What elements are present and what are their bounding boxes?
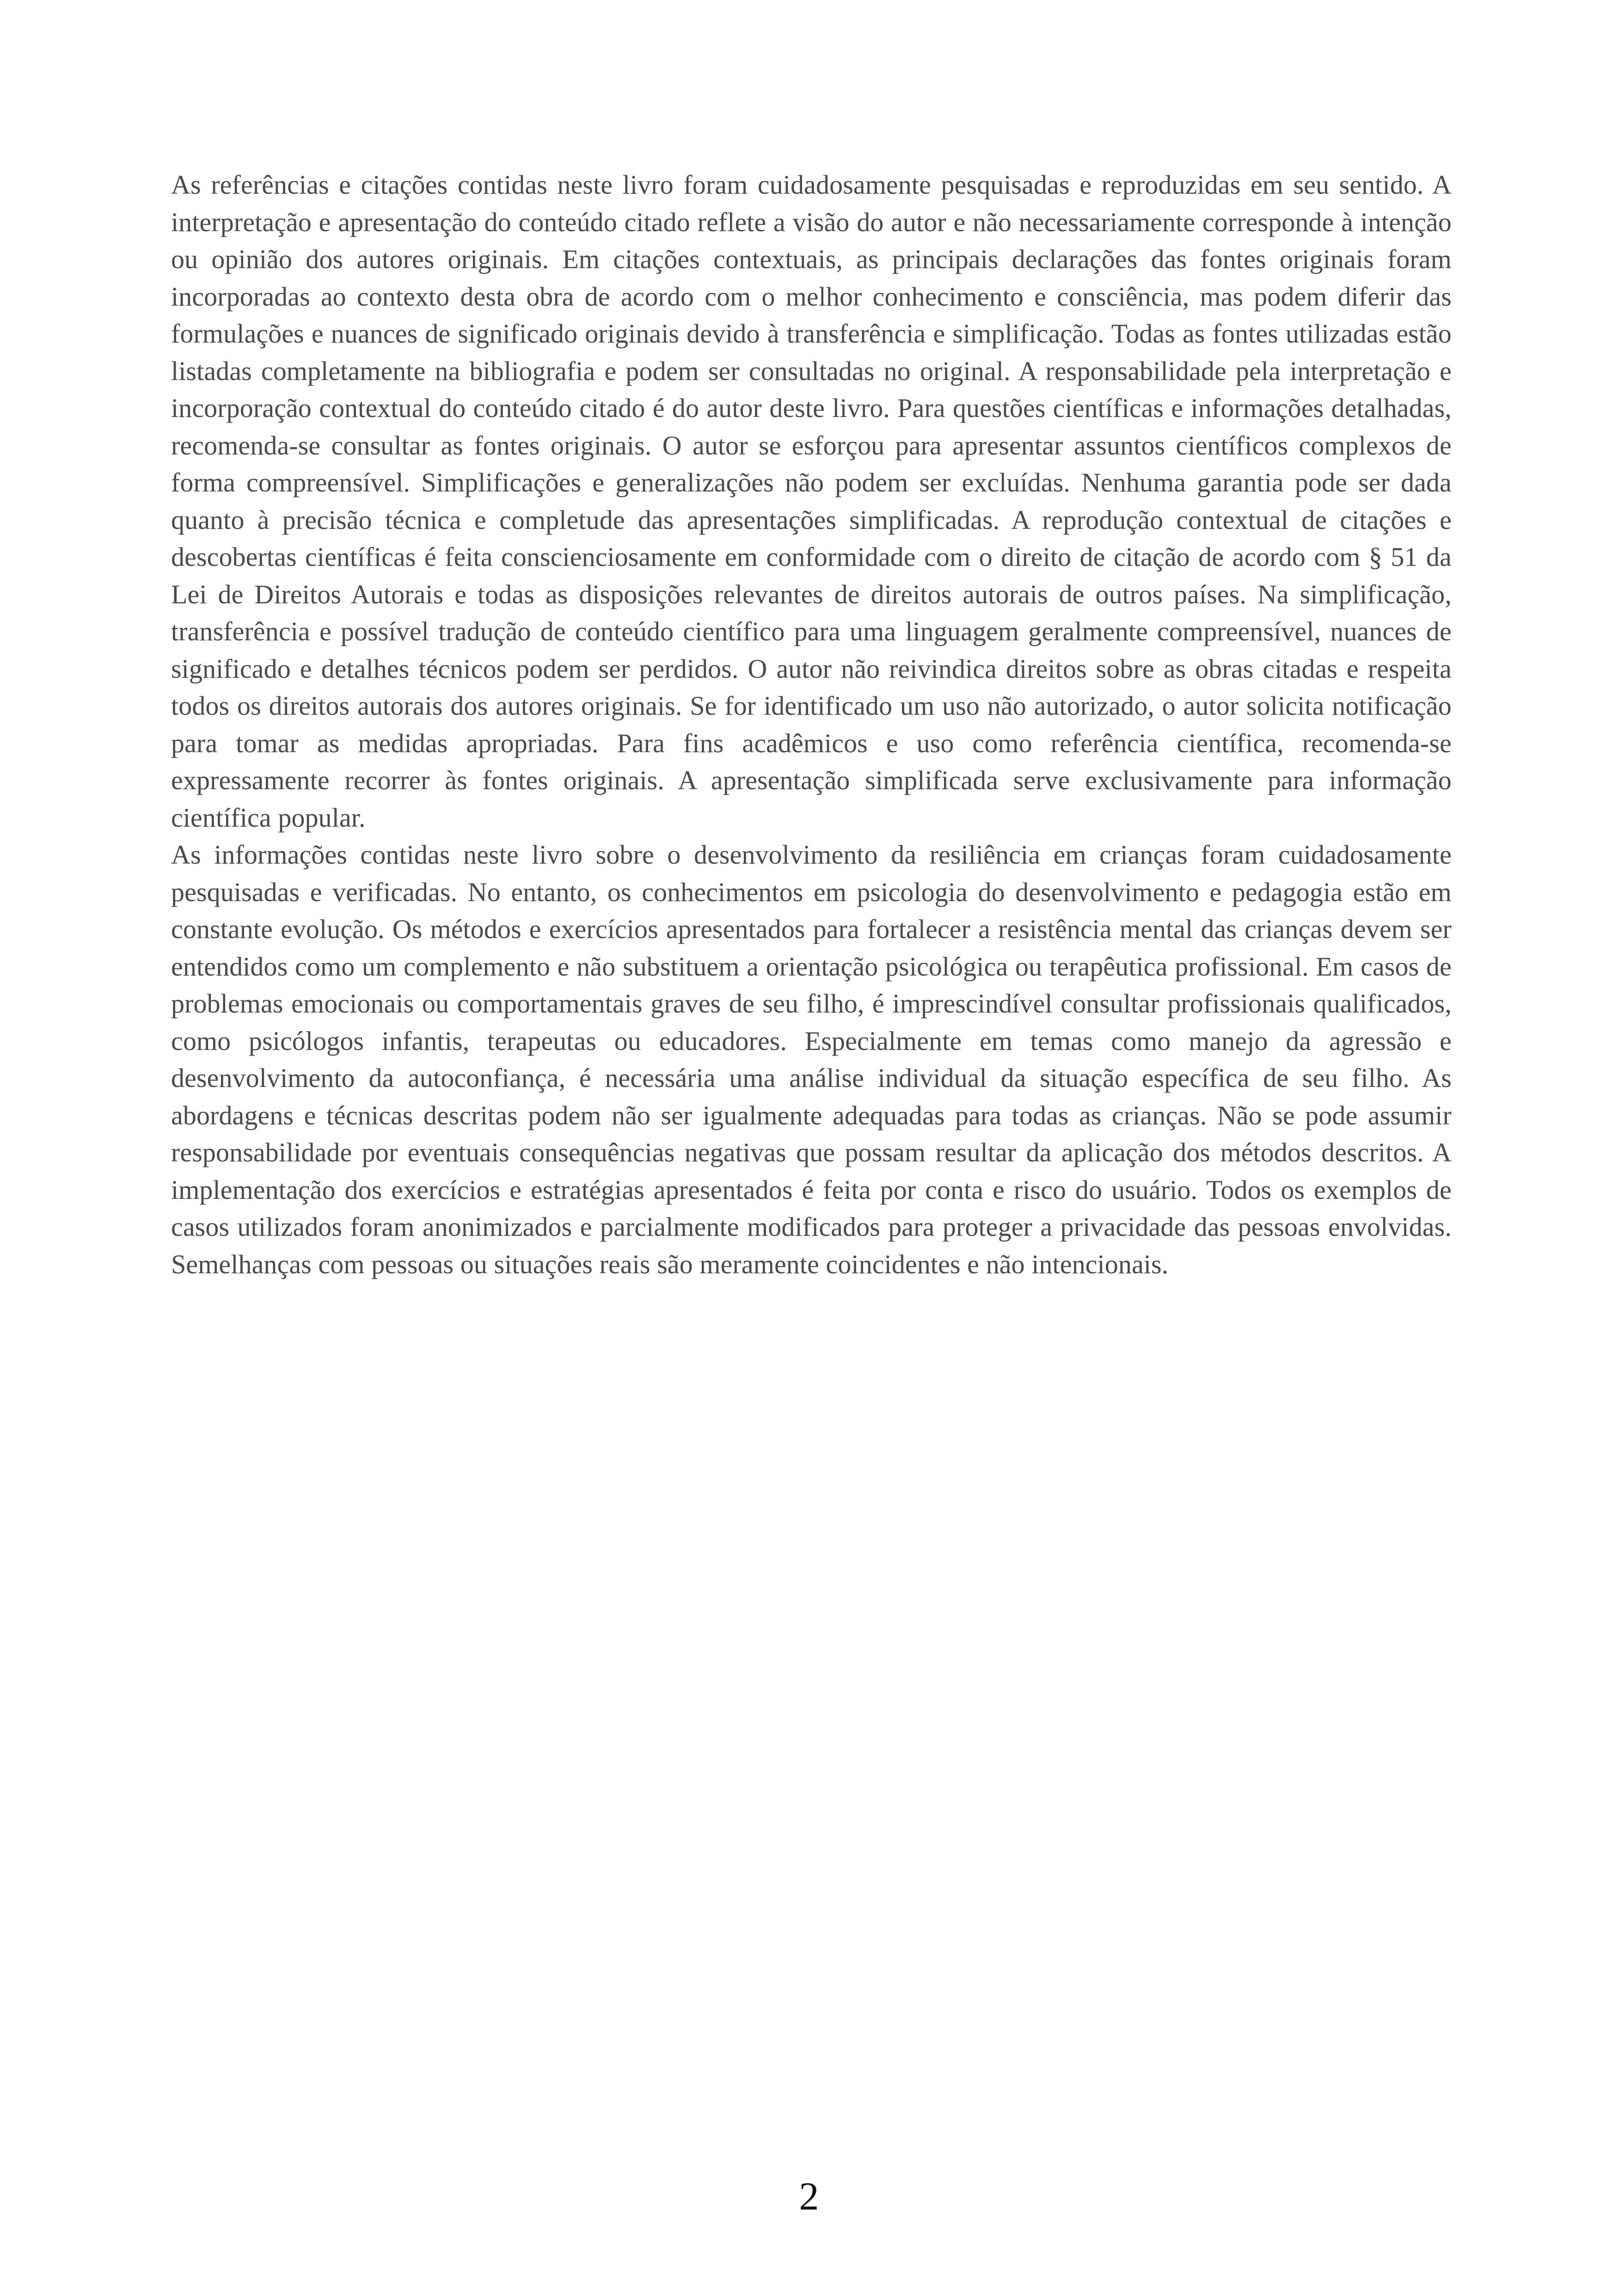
paragraph-citations-disclaimer: As referências e citações contidas neste livro foram cuidadosamente pesquisadas e reproduzidas em seu sentido. A interpretação e apresentação do conteúdo citado reflete a visão do autor e não necessariamente corresponde à intenção ou opinião dos autores originais. Em citações contextuais, as principais declarações das fontes originais foram incorporadas ao contexto desta obra de acordo com o melhor conhecimento e consciência, mas podem diferir das formulações e nuances de significado originais devido à transferência e simplificação. Todas as fontes utilizadas estão listadas completamente na bibliografia e podem ser consultadas no original. A responsabilidade pela interpretação e incorporação contextual do conteúdo citado é do autor deste livro. Para questões científicas e informações detalhadas, recomenda-se consultar as fontes originais. O autor se esforçou para apresentar assuntos científicos complexos de forma compreensível. Simplificações e generalizações não podem ser excluídas. Nenhuma garantia pode ser dada quanto à precisão técnica e completude das apresentações simplificadas. A reprodução contextual de citações e descobertas científicas é feita conscienciosamente em conformidade com o direito de citação de acordo com § 51 da Lei de Direitos Autorais e todas as disposições relevantes de direitos autorais de outros países. Na simplificação, transferência e possível tradução de conteúdo científico para uma linguagem geralmente compreensível, nuances de significado e detalhes técnicos podem ser perdidos. O autor não reivindica direitos sobre as obras citadas e respeita todos os direitos autorais dos autores originais. Se for identificado um uso não autorizado, o autor solicita notificação para tomar as medidas apropriadas. Para fins acadêmicos e uso como referência científica, recomenda-se expressamente recorrer às fontes originais. A apresentação simplificada serve exclusivamente para informação científica popular. [171, 170, 1452, 833]
paragraph-resilience-disclaimer: As informações contidas neste livro sobre o desenvolvimento da resiliência em crianças foram cuidadosamente pesquisadas e verificadas. No entanto, os conhecimentos em psicologia do desenvolvimento e pedagogia estão em constante evolução. Os métodos e exercícios apresentados para fortalecer a resistência mental das crianças devem ser entendidos como um complemento e não substituem a orientação psicológica ou terapêutica profissional. Em casos de problemas emocionais ou comportamentais graves de seu filho, é imprescindível consultar profissionais qualificados, como psicólogos infantis, terapeutas ou educadores. Especialmente em temas como manejo da agressão e desenvolvimento da autoconfiança, é necessária uma análise individual da situação específica de seu filho. As abordagens e técnicas descritas podem não ser igualmente adequadas para todas as crianças. Não se pode assumir responsabilidade por eventuais consequências negativas que possam resultar da aplicação dos métodos descritos. A implementação dos exercícios e estratégias apresentados é feita por conta e risco do usuário. Todos os exemplos de casos utilizados foram anonimizados e parcialmente modificados para proteger a privacidade das pessoas envolvidas. Semelhanças com pessoas ou situações reais são meramente coincidentes e não intencionais. [171, 840, 1452, 1279]
page-body [171, 166, 1452, 1283]
page-number: 2 [799, 2174, 819, 2218]
